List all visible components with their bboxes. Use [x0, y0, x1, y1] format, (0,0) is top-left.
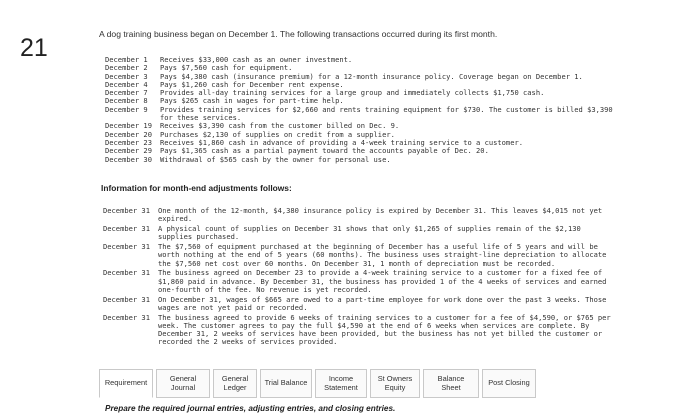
adjustment-text: one-fourth of the fee. No revenue is yet recorded.	[158, 284, 372, 294]
adjustment-text: The business agreed on December 23 to provide a 4-week training service to a customer for a fixed fee of	[158, 268, 603, 278]
transaction-text: Receives $3,390 cash from the customer billed on Dec. 9.	[160, 121, 400, 131]
transaction-text: Withdrawal of $565 cash by the owner for personal use.	[160, 154, 391, 164]
transaction-date: December 9	[105, 104, 148, 114]
problem-intro: A dog training business began on December 1. The following transactions occurred during its first month.	[99, 29, 498, 39]
transaction-text: Pays $1,260 cash for December rent expense.	[160, 79, 344, 89]
transaction-date: December 1	[105, 55, 148, 64]
adjustment	[103, 225, 611, 242]
transaction-date: December 23	[105, 137, 152, 147]
tab-post-closing[interactable]: Post Closing	[482, 369, 536, 398]
tab-general-journal[interactable]: General Journal	[156, 369, 210, 398]
adjustment-date: December 31	[103, 268, 150, 278]
adjustment-text: expired.	[158, 214, 193, 224]
tab-st-owners-equity[interactable]: St Owners Equity	[370, 369, 420, 398]
adjustments-list	[103, 207, 611, 348]
adjustment-text: wages are not yet paid or recorded.	[158, 302, 308, 312]
transaction-date: December 4	[105, 79, 148, 89]
transaction-text: Pays $265 cash in wages for part-time help.	[160, 96, 344, 106]
adjustment-text: December 31, 2 weeks of services have been provided, but the business has not yet billed the customer or	[158, 329, 603, 339]
instruction-prompt: Prepare the required journal entries, adjusting entries, and closing entries.	[105, 404, 396, 413]
transaction	[105, 106, 613, 123]
adjustment-text: On December 31, wages of $665 are owed to a part-time employee for work done over the past 3 weeks. Those	[158, 294, 607, 304]
tab-requirement[interactable]: Requirement	[99, 369, 153, 398]
adjustment-text: week. The customer agrees to pay the full $4,590 at the end of 6 weeks when services are complete. By	[158, 320, 590, 330]
adjustment-date: December 31	[103, 223, 150, 233]
transaction-text: Pays $1,365 cash as a partial payment toward the accounts payable of Dec. 20.	[160, 146, 489, 156]
transaction-text: Pays $4,380 cash (insurance premium) for a 12-month insurance policy. Coverage began on December 1.	[160, 71, 583, 81]
transaction-date: December 2	[105, 63, 148, 73]
transaction-date: December 3	[105, 71, 148, 81]
adjustment	[103, 243, 611, 268]
transaction-text: Pays $7,560 cash for equipment.	[160, 63, 293, 73]
tab-balance-sheet[interactable]: Balance Sheet	[423, 369, 479, 398]
adjustment	[103, 314, 611, 347]
adjustment-text: One month of the 12-month, $4,380 insurance policy is expired by December 31. This leaves $4,015 not yet	[158, 206, 603, 215]
adjustment-text: worth nothing at the end of 5 years (60 months). The business uses straight-line depreciation to allocate	[158, 250, 607, 260]
transactions-list	[105, 56, 613, 164]
transaction-text: Purchases $2,130 of supplies on credit from a supplier.	[160, 129, 395, 139]
transaction-text: Provides training services for $2,660 and rents training equipment for $730. The customer is billed $3,390	[160, 104, 613, 114]
transaction-date: December 7	[105, 88, 148, 98]
adjustment-text: $1,860 paid in advance. By December 31, the business has provided 1 of the 4 weeks of services and earned	[158, 276, 607, 286]
transaction-date: December 8	[105, 96, 148, 106]
adjustment-text: recorded the 2 weeks of services provided.	[158, 337, 338, 347]
transaction-date: December 19	[105, 121, 152, 131]
adjustment-text: the $7,560 net cost over 60 months. On December 31, 1 month of depreciation must be recorded.	[158, 258, 556, 268]
adjustment	[103, 269, 611, 294]
question-number: 21	[20, 34, 48, 62]
adjustment-text: The business agreed to provide 6 weeks of training services to a customer for a fee of $4,590, or $765 per	[158, 312, 611, 322]
adjustment-date: December 31	[103, 206, 150, 215]
transaction-text: for these services.	[160, 113, 242, 123]
adjustment-text: A physical count of supplies on December 31 shows that only $1,265 of supplies remain of the $2,130	[158, 223, 581, 233]
transaction-text: Receives $33,000 cash as an owner investment.	[160, 55, 353, 64]
tab-trial-balance[interactable]: Trial Balance	[260, 369, 312, 398]
tab-general-ledger[interactable]: General Ledger	[213, 369, 257, 398]
transaction-date: December 29	[105, 146, 152, 156]
transaction-text: Receives $1,860 cash in advance of providing a 4-week training service to a customer.	[160, 137, 524, 147]
adjustments-heading: Information for month-end adjustments follows:	[101, 183, 292, 193]
adjustment-date: December 31	[103, 294, 150, 304]
adjustment-text: supplies purchased.	[158, 232, 240, 242]
transaction-text: Provides all-day training services for a large group and immediately collects $1,750 cash.	[160, 88, 545, 98]
adjustment-text: The $7,560 of equipment purchased at the beginning of December has a useful life of 5 years and will be	[158, 241, 598, 251]
adjustment	[103, 207, 611, 224]
tab-bar	[99, 369, 536, 398]
transaction-date: December 20	[105, 129, 152, 139]
adjustment	[103, 296, 611, 313]
adjustment-date: December 31	[103, 241, 150, 251]
transaction	[105, 156, 613, 164]
adjustment-date: December 31	[103, 312, 150, 322]
transaction-date: December 30	[105, 154, 152, 164]
tab-income-statement[interactable]: Income Statement	[315, 369, 367, 398]
